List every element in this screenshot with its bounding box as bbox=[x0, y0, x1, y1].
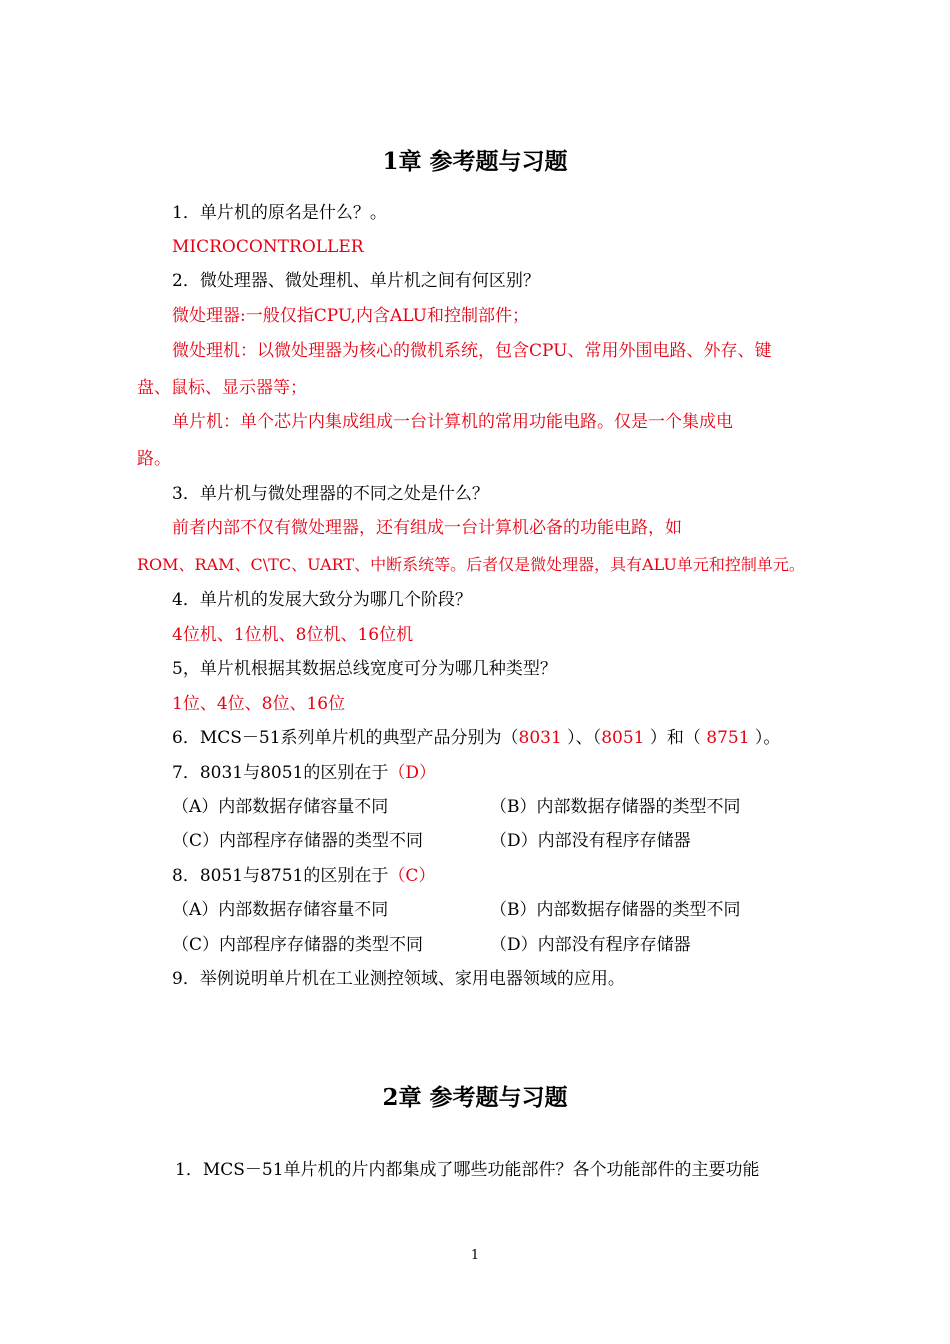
ch1-q8-line bbox=[172, 865, 435, 887]
page-number: 1 bbox=[470, 1248, 480, 1263]
ch1-q6-mid-2: ）和（ bbox=[644, 728, 707, 748]
ch1-q2-answer-2a: 微处理机：以微处理器为核心的微机系统，包含CPU、常用外围电路、外存、键 bbox=[172, 341, 772, 361]
ch2-q1-question: 1．MCS－51单片机的片内都集成了哪些功能部件？各个功能部件的主要功能 bbox=[175, 1160, 760, 1180]
ch1-q2-answer-3b: 路。 bbox=[137, 449, 171, 469]
ch1-q4-question: 4．单片机的发展大致分为哪几个阶段？ bbox=[172, 590, 472, 610]
ch1-q8-option-b: （B）内部数据存储器的类型不同 bbox=[490, 900, 741, 920]
ch1-q6-answer-3: 8751 bbox=[706, 728, 750, 748]
ch1-q3-answer-b: ROM、RAM、C\TC、UART、中断系统等。后者仅是微处理器，具有ALU单元和控制单元。 bbox=[137, 555, 805, 574]
ch1-q7-prefix: 7．8031与8051的区别在于 bbox=[172, 763, 389, 783]
chapter2-title: 2章 参考题与习题 bbox=[382, 1084, 568, 1111]
ch1-q6-suffix: ）。 bbox=[749, 728, 781, 748]
ch1-q8-prefix: 8．8051与8751的区别在于 bbox=[172, 866, 389, 886]
ch1-q7-line bbox=[172, 762, 436, 784]
ch1-q7-answer: （D） bbox=[388, 763, 436, 783]
ch1-q1-question: 1．单片机的原名是什么？。 bbox=[172, 203, 387, 223]
ch1-q5-question: 5，单片机根据其数据总线宽度可分为哪几种类型？ bbox=[172, 659, 557, 679]
ch1-q8-option-a: （A）内部数据存储容量不同 bbox=[172, 900, 389, 920]
ch1-q6-mid-1: ）、（ bbox=[561, 728, 602, 748]
ch1-q9-question: 9．举例说明单片机在工业测控领域、家用电器领域的应用。 bbox=[172, 969, 625, 989]
ch1-q6-answer-2: 8051 bbox=[601, 728, 645, 748]
ch1-q4-answer: 4位机、1位机、8位机、16位机 bbox=[172, 625, 414, 645]
ch1-q7-option-b: （B）内部数据存储器的类型不同 bbox=[490, 797, 741, 817]
ch1-q6-answer-1: 8031 bbox=[518, 728, 562, 748]
ch1-q3-question: 3．单片机与微处理器的不同之处是什么？ bbox=[172, 484, 489, 504]
chapter1-title: 1章 参考题与习题 bbox=[382, 148, 568, 175]
ch1-q2-answer-2b: 盘、鼠标、显示器等； bbox=[137, 378, 307, 398]
ch1-q8-option-c: （C）内部程序存储器的类型不同 bbox=[172, 935, 424, 955]
ch1-q2-question: 2．微处理器、微处理机、单片机之间有何区别？ bbox=[172, 271, 540, 291]
ch1-q7-option-a: （A）内部数据存储容量不同 bbox=[172, 797, 389, 817]
ch1-q7-option-c: （C）内部程序存储器的类型不同 bbox=[172, 831, 424, 851]
ch1-q8-answer: （C） bbox=[388, 866, 436, 886]
ch1-q5-answer: 1位、4位、8位、16位 bbox=[172, 694, 346, 714]
ch1-q2-answer-1: 微处理器:一般仅指CPU,内含ALU和控制部件； bbox=[172, 306, 530, 326]
ch1-q1-answer: MICROCONTROLLER bbox=[172, 237, 364, 257]
ch1-q6-line bbox=[172, 727, 780, 749]
ch1-q7-option-d: （D）内部没有程序存储器 bbox=[490, 831, 691, 851]
ch1-q2-answer-3a: 单片机：单个芯片内集成组成一台计算机的常用功能电路。仅是一个集成电 bbox=[172, 412, 733, 432]
ch1-q6-prefix: 6．MCS－51系列单片机的典型产品分别为（ bbox=[172, 728, 519, 748]
ch1-q3-answer-a: 前者内部不仅有微处理器，还有组成一台计算机必备的功能电路，如 bbox=[172, 518, 682, 538]
ch1-q8-option-d: （D）内部没有程序存储器 bbox=[490, 935, 691, 955]
